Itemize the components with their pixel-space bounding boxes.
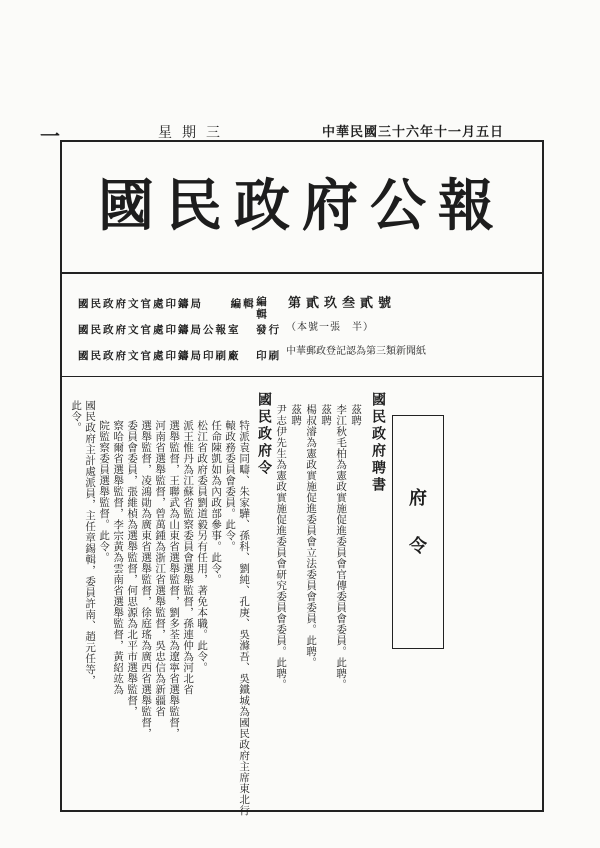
publisher-name-text: 國民政府文官處印鑄局公報室 [78,324,241,336]
orders-col-1: 特派袁同疇、朱家驊、孫科、劉純、孔庚、吳滌吾、吳鐵城為國民政府主席東北行 [238,420,251,816]
dateline: 中華民國三十六年十一月五日 [322,125,505,140]
printer-name-text: 國民政府文官處印鑄局印刷廠 [78,350,241,362]
orders-col-8: 選舉監督，凌鴻勛為廣東省選舉監督，徐庭瑤為廣西省選舉監督， [140,420,153,739]
orders-col-3: 任命陳凱如為內政部參事。此令。 [210,420,223,585]
section-box-label: 府令 [406,488,427,584]
orders-col-7: 河南省選舉監督，曾萬鍾為浙江省選舉監督，吳忠信為新疆省 [154,420,167,717]
appointments-col-4: 茲聘 [290,404,303,426]
orders-col-12: 國民政府主計處派員，主任章錫輯，委員許南、趙元任等， [84,400,97,686]
appointments-sub-label: 茲聘 [350,404,363,426]
editor-label-text: 編輯 [230,298,256,310]
page-number: 一 [40,124,60,148]
masthead-rule [60,272,544,274]
orders-heading: 國民政府令 [256,392,272,477]
editor-label: 編輯 [255,296,267,321]
pub-row-editor [78,296,256,311]
info-rule [60,376,544,377]
appointments-heading: 國民政府聘書 [370,392,386,494]
appointments-col-3: 楊叔濬為憲政實施促進委員會立法委員會委員。此聘。 [305,404,318,668]
publisher-label-text: 發行 [256,324,282,336]
printer-label-text: 印刷 [256,350,282,362]
orders-col-4: 松江省政府委員劉道毅另有任用，著免本職。此令。 [196,420,209,673]
weekday: 星期三 [158,125,230,141]
orders-col-11: 院監察委員選舉監督。此令。 [98,420,111,563]
orders-col-10: 察哈爾省選舉監督，李宗黃為雲南省選舉監督，黃紹竑為 [112,420,125,695]
orders-col-5: 派王惟丹為江蘇省監察委員會選舉監督，孫連仲為河北省 [182,420,195,695]
orders-col-2: 轅政務委員會委員。此令。 [224,420,237,552]
orders-col-13: 此令。 [70,400,83,433]
appointments-col-1: 李江秋毛柏為憲政實施促進委員會官傳委員會委員。此聘。 [335,404,348,690]
editor-name-text: 國民政府文官處印鑄局 [78,298,203,310]
pub-row-printer [78,348,281,363]
pub-row-publisher [78,322,281,337]
orders-col-9: 委員會委員，張維楨為選舉監督，何思源為北平市選舉監督， [126,420,139,717]
issue-title: 第貳玖叁貳號 [288,296,397,311]
appointments-col-2: 茲聘 [320,404,333,426]
appointments-col-5: 尹志伊先生為憲政實施促進委員會研究委員會委員。此聘。 [275,404,288,690]
masthead-title: 國民政府公報 [98,173,506,239]
registration-note: 中華郵政登記認為第三類新聞紙 [286,346,426,357]
issue-note: （本號一張 半） [286,322,374,333]
orders-col-6: 選舉監督，王聯武為山東省選舉監督，劉多荃為遼寧省選舉監督， [168,420,181,739]
